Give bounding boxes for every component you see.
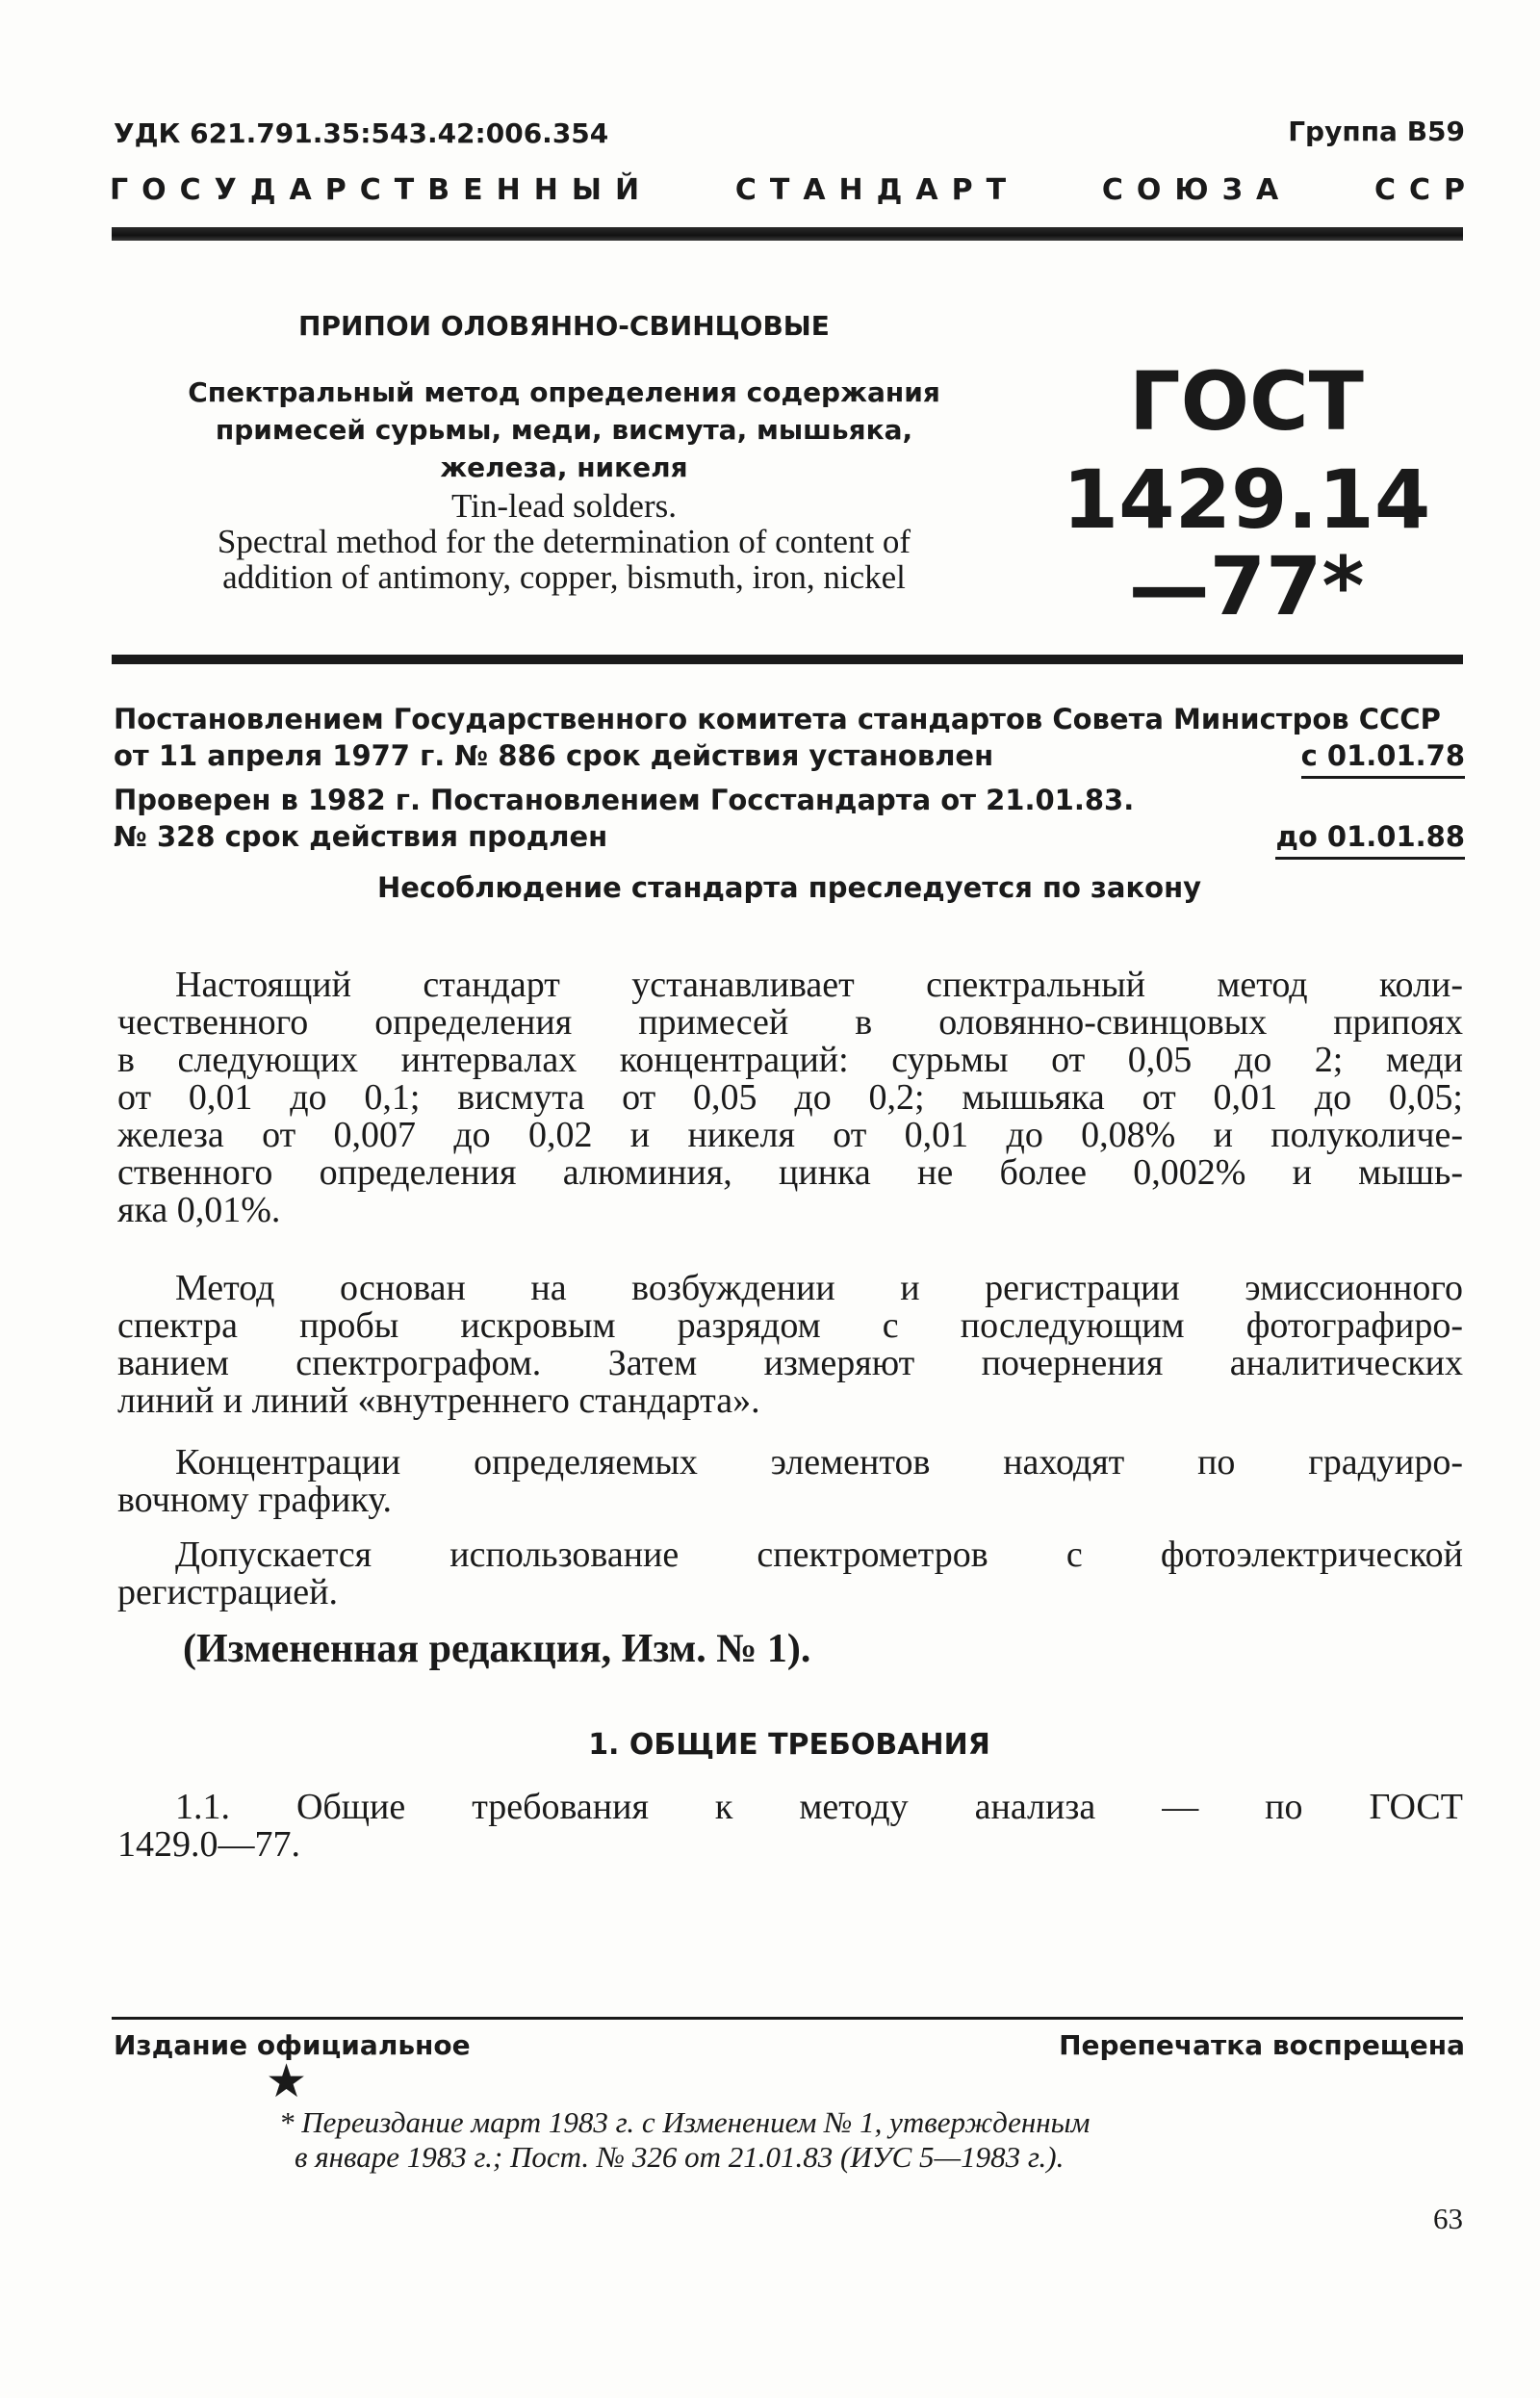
text-line: ственного определения алюминия, цинка не более 0,002% и мышь- (117, 1152, 1463, 1193)
banner-word-1: Г О С У Д А Р С Т В Е Н Н Ы Й (110, 173, 640, 207)
text-line: ванием спектрографом. Затем измеряют почернения аналитических (117, 1343, 1463, 1383)
decree-line: № 328 срок действия продлен (114, 820, 608, 853)
date-effective-to: до 01.01.88 (1275, 818, 1465, 860)
text-line: 1429.0—77. (117, 1824, 300, 1865)
subtitle-ru-line: железа, никеля (440, 451, 688, 483)
footnote (279, 2105, 1386, 2175)
amendment-note: (Измененная редакция, Изм. № 1). (183, 1627, 811, 1671)
method-paragraph (117, 1270, 1463, 1420)
title-en-line: Tin-lead solders. (451, 487, 677, 525)
intro-paragraph (117, 967, 1463, 1229)
subtitle-ru-line: примесей сурьмы, меди, висмута, мышьяка, (215, 414, 913, 446)
banner-word-4: С С Р (1373, 173, 1465, 207)
text-line: от 0,01 до 0,1; висмута от 0,05 до 0,2; мышьяка от 0,01 до 0,05; (117, 1077, 1463, 1118)
subtitle-ru-line: Спектральный метод определения содержания (188, 376, 940, 408)
decree-line: Проверен в 1982 г. Постановлением Госстандарта от 21.01.83. (114, 784, 1135, 816)
decree-extension (114, 782, 1465, 860)
udk-code: УДК 621.791.35:543.42:006.354 (114, 117, 609, 149)
subtitle-ru (112, 374, 1016, 486)
requirements-paragraph (117, 1789, 1463, 1864)
footnote-line: в январе 1983 г.; Пост. № 326 от 21.01.83 (ИУС 5—1983 г.). (295, 2140, 1065, 2174)
title-en-line: addition of antimony, copper, bismuth, iron, nickel (222, 558, 906, 596)
title-en-line: Spectral method for the determination of content of (217, 523, 911, 560)
decree-approval (114, 701, 1465, 779)
concentration-paragraph (117, 1444, 1463, 1519)
reprint-notice: Перепечатка воспрещена (1059, 2029, 1465, 2061)
state-standard-banner (110, 173, 1465, 207)
title-en (112, 488, 1016, 595)
text-line: спектра пробы искровым разрядом с последующим фотографиро- (117, 1305, 1463, 1346)
text-line: вочному графику. (117, 1480, 392, 1520)
title-ru: ПРИПОИ ОЛОВЯННО-СВИНЦОВЫЕ (298, 310, 830, 342)
banner-word-3: С О Ю З А (1101, 173, 1279, 207)
text-line: линий и линий «внутреннего стандарта». (117, 1380, 760, 1421)
non-compliance-notice: Несоблюдение стандарта преследуется по закону (376, 871, 1202, 904)
text-line: яка 0,01%. (117, 1190, 281, 1230)
text-line: регистрацией. (117, 1572, 338, 1612)
group-code: Группа В59 (1288, 116, 1465, 147)
section-heading: 1. ОБЩИЕ ТРЕБОВАНИЯ (588, 1728, 990, 1762)
decree-line: Постановлением Государственного комитета стандартов Совета Министров СССР (114, 703, 1441, 735)
text-line: Концентрации определяемых элементов находят по градуиро- (175, 1442, 1463, 1483)
gost-label: ГОСТ (1129, 354, 1364, 449)
spectrometer-paragraph (117, 1536, 1463, 1612)
star-icon: ★ (266, 2056, 308, 2107)
footnote-line: * Переиздание март 1983 г. с Изменением № 1, утвержденным (279, 2105, 1091, 2139)
decree-line: от 11 апреля 1977 г. № 886 срок действия установлен (114, 739, 994, 772)
header-divider (112, 227, 1463, 241)
text-line: железа от 0,007 до 0,02 и никеля от 0,01 до 0,08% и полуколиче- (117, 1115, 1463, 1155)
text-line: в следующих интервалах концентраций: сурьмы от 0,05 до 2; меди (117, 1040, 1463, 1080)
text-line: Метод основан на возбуждении и регистрации эмиссионного (175, 1268, 1463, 1308)
footer-divider (112, 2017, 1463, 2020)
text-line: Настоящий стандарт устанавливает спектральный метод коли- (175, 965, 1463, 1005)
text-line: 1.1. Общие требования к методу анализа — по ГОСТ (175, 1787, 1463, 1827)
page-number: 63 (1433, 2202, 1463, 2235)
edition-label: Издание официальное (114, 2029, 471, 2061)
gost-number: 1429.14—77* (1062, 452, 1431, 633)
date-effective-from: с 01.01.78 (1301, 737, 1465, 779)
banner-word-2: С Т А Н Д А Р Т (734, 173, 1007, 207)
text-line: чественного определения примесей в оловянно-свинцовых припоях (117, 1002, 1463, 1043)
text-line: Допускается использование спектрометров с фотоэлектрической (175, 1534, 1463, 1575)
title-divider (112, 655, 1463, 664)
